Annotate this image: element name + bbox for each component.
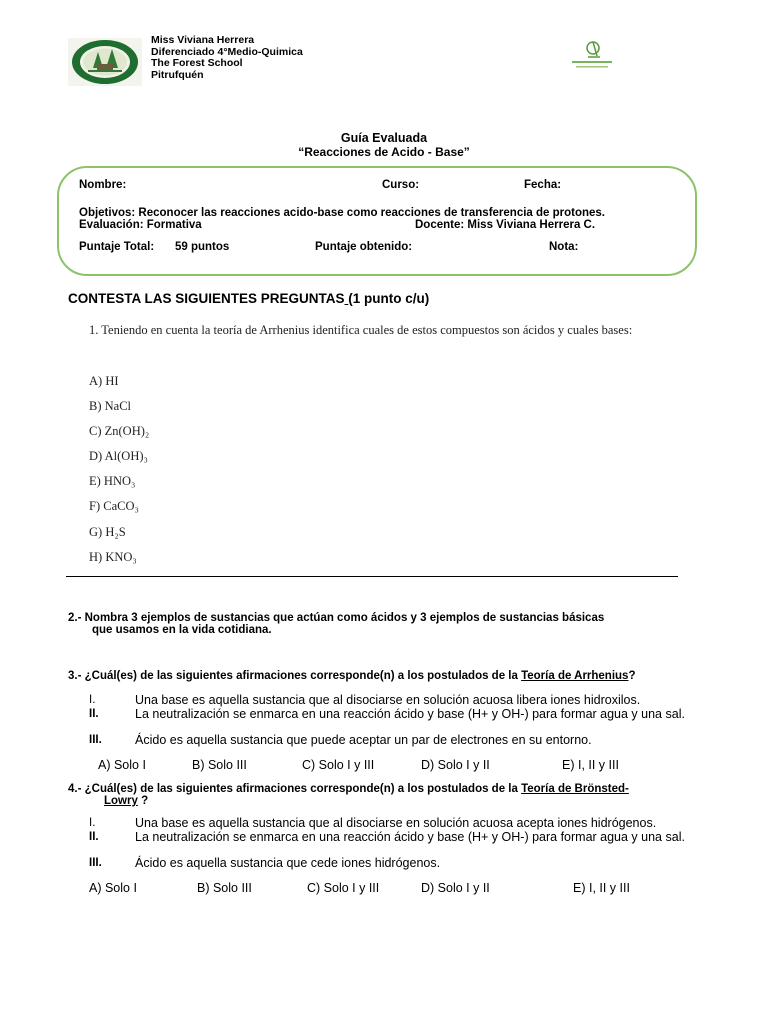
curso-label: Curso: [382,179,420,191]
q4-statement-number: I. [89,817,96,829]
q1-option: C) Zn(OH)₂ [89,424,150,438]
puntaje-total-value: 59 puntos [175,241,230,253]
question-1-text: 1. Teniendo en cuenta la teoría de Arrhenius identifica cuales de estos compuestos son ácidos y cuales bases: [89,323,633,337]
q4-answer-option: D) Solo I y II [421,881,490,895]
school-logo [68,38,142,86]
document-title: Guía Evaluada [340,131,428,145]
q4-statement-text: Ácido es aquella sustancia que cede iones hidrógenos. [135,856,441,870]
q1-option: F) CaCO₃ [89,499,139,513]
q1-option: E) HNO₃ [89,474,136,488]
document-subtitle: “Reacciones de Acido - Base” [298,145,470,159]
header-info [151,35,303,81]
fecha-label: Fecha: [524,179,562,191]
section-heading-main: CONTESTA LAS SIGUIENTES PREGUNTAS [68,291,345,306]
school-name: The Forest School [151,57,243,69]
divider-line [66,576,678,577]
question-3-prefix: 3.- ¿Cuál(es) de las siguientes afirmaciones corresponde(n) a los postulados de la [68,670,522,682]
question-4-theory-cont: Lowry [104,795,138,807]
question-2-line1: 2.- Nombra 3 ejemplos de sustancias que actúan como ácidos y 3 ejemplos de sustancias básicas [68,612,605,624]
department-logo [566,38,618,72]
q4-statement-text: La neutralización se enmarca en una reacción ácido y base (H+ y OH-) para formar agua y una sal. [135,830,685,844]
q3-answer-option: C) Solo I y III [302,758,375,772]
q3-statement-number: III. [89,734,102,746]
q3-answer-option: B) Solo III [192,758,247,772]
nota-label: Nota: [549,241,579,253]
q4-answer-option: A) Solo I [89,881,137,895]
q1-option: B) NaCl [89,399,132,413]
q3-answer-option: E) I, II y III [562,758,619,772]
question-2-line2: que usamos en la vida cotidiana. [92,624,272,636]
question-4-text-line2 [104,795,148,807]
q4-answer-option: C) Solo I y III [307,881,380,895]
question-3-text [68,670,635,682]
q1-option: G) H₂S [89,525,126,539]
question-3-suffix: ? [628,670,636,682]
q3-statement-text: Una base es aquella sustancia que al disociarse en solución acuosa libera iones hidroxilos. [135,693,641,707]
section-heading-points: (1 punto c/u) [348,291,430,306]
docente-text: Docente: Miss Viviana Herrera C. [415,219,596,231]
q4-answer-option: E) I, II y III [573,881,630,895]
q4-statement-text: Una base es aquella sustancia que al disociarse en solución acuosa acepta iones hidrógenos. [135,816,657,830]
puntaje-obtenido-label: Puntaje obtenido: [315,241,413,253]
q3-answer-option: A) Solo I [98,758,146,772]
q1-option: H) KNO₃ [89,550,137,564]
question-4-suffix: ? [137,795,149,807]
puntaje-total-label: Puntaje Total: [79,241,155,253]
course-name: Diferenciado 4°Medio-Quimica [151,45,303,58]
question-4-theory: Teoría de Brönsted- [521,783,629,795]
teacher-name: Miss Viviana Herrera [151,34,255,46]
evaluacion-text: Evaluación: Formativa [79,219,202,231]
q1-option: D) Al(OH)₃ [89,449,148,463]
question-4-prefix: 4.- ¿Cuál(es) de las siguientes afirmaciones corresponde(n) a los postulados de la [68,783,522,795]
nombre-label: Nombre: [79,179,127,191]
q3-statement-number: I. [89,694,96,706]
q4-statement-number: III. [89,857,102,869]
city-name: Pitrufquén [151,68,204,81]
q4-answer-option: B) Solo III [197,881,252,895]
question-4-text [68,783,629,795]
question-3-theory: Teoría de Arrhenius [521,670,629,682]
q1-option: A) HI [89,374,119,388]
q3-statement-number: II. [89,708,99,720]
objetivos-text: Objetivos: Reconocer las reacciones acido-base como reacciones de transferencia de protones. [79,207,606,219]
q3-answer-option: D) Solo I y II [421,758,490,772]
q4-statement-number: II. [89,831,99,843]
q3-statement-text: La neutralización se enmarca en una reacción ácido y base (H+ y OH-) para formar agua y una sal. [135,707,685,721]
q3-statement-text: Ácido es aquella sustancia que puede aceptar un par de electrones en su entorno. [135,733,592,747]
section-heading [68,291,429,306]
